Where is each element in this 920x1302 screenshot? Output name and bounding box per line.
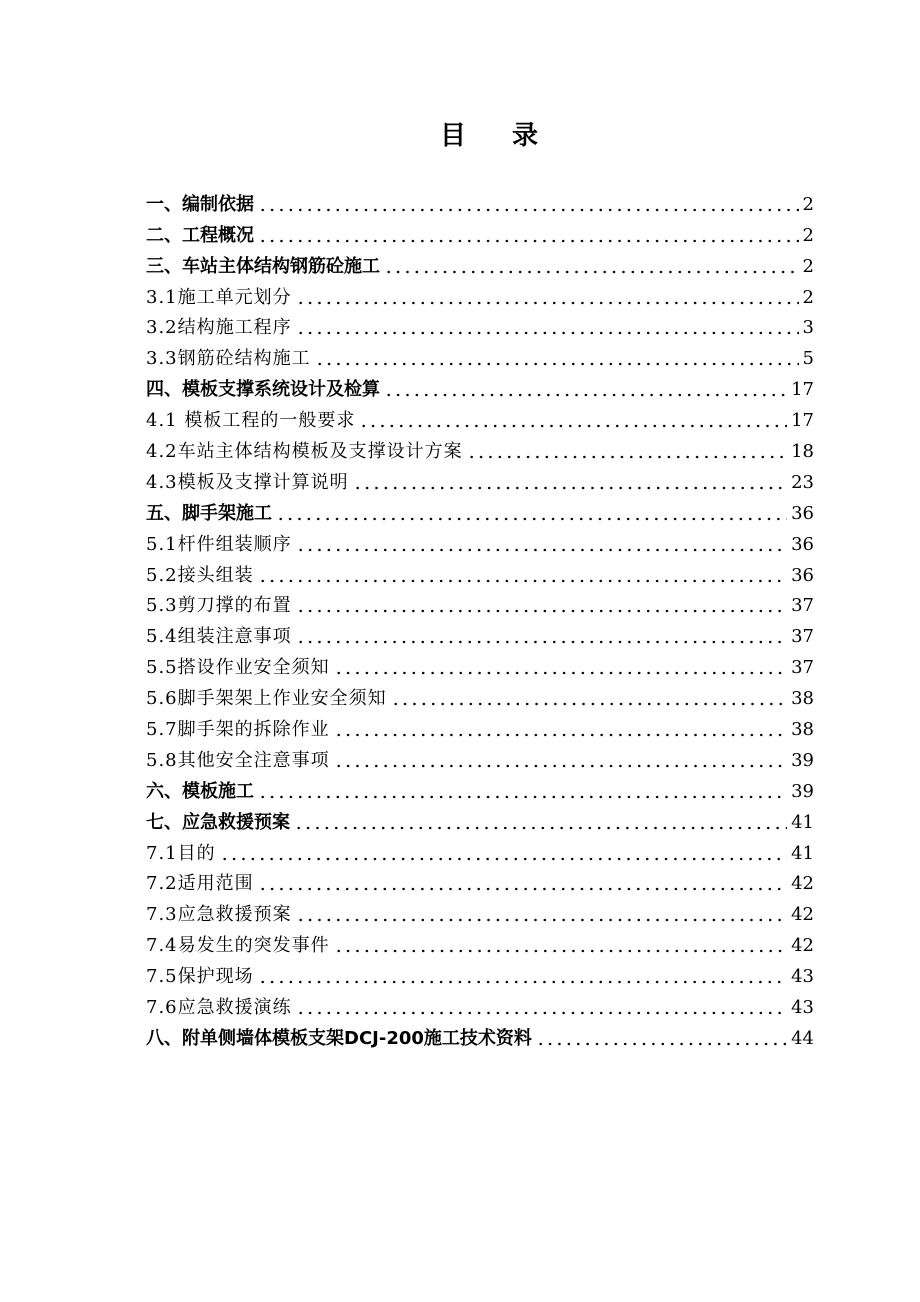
toc-dot-leader — [384, 393, 787, 397]
toc-entry[interactable] — [146, 217, 814, 248]
toc-entry-label: 7.1目的 — [146, 842, 216, 864]
toc-entry-page-number: 41 — [791, 842, 814, 864]
toc-dot-leader — [334, 671, 787, 675]
toc-dot-leader — [384, 270, 799, 274]
toc-dot-leader — [258, 795, 787, 799]
toc-title — [0, 116, 920, 156]
toc-entry-label: 7.5保护现场 — [146, 966, 254, 988]
toc-entry-label: 二、工程概况 — [146, 224, 254, 246]
toc-title-char-1: 目 — [439, 121, 468, 151]
toc-dot-leader — [296, 609, 787, 613]
toc-entry[interactable] — [146, 495, 814, 526]
toc-entry[interactable] — [146, 310, 814, 341]
toc-entry-page-number: 37 — [791, 626, 814, 648]
toc-entry-page-number: 41 — [791, 811, 814, 833]
toc-entry-label: 7.2适用范围 — [146, 873, 254, 895]
toc-dot-leader — [258, 239, 799, 243]
toc-entry[interactable] — [146, 711, 814, 742]
toc-dot-leader — [296, 548, 787, 552]
toc-entry-page-number: 37 — [791, 595, 814, 617]
toc-entry-label: 7.6应急救援演练 — [146, 997, 292, 1019]
toc-entry-label: 5.5搭设作业安全须知 — [146, 657, 330, 679]
toc-dot-leader — [296, 1011, 787, 1015]
toc-entry[interactable] — [146, 742, 814, 773]
toc-entry-page-number: 43 — [791, 997, 814, 1019]
toc-entry[interactable] — [146, 896, 814, 927]
toc-entry-label: 5.6脚手架架上作业安全须知 — [146, 688, 387, 710]
toc-entry-page-number: 2 — [802, 255, 814, 277]
toc-entry[interactable] — [146, 186, 814, 217]
toc-entry[interactable] — [146, 927, 814, 958]
toc-entry-label: 五、脚手架施工 — [146, 502, 272, 524]
toc-entry-label: 5.2接头组装 — [146, 564, 254, 586]
toc-entry-page-number: 37 — [791, 657, 814, 679]
toc-dot-leader — [296, 331, 799, 335]
toc-dot-leader — [294, 826, 787, 830]
toc-entry-page-number: 2 — [802, 193, 814, 215]
toc-entry-page-number: 18 — [791, 441, 814, 463]
toc-dot-leader — [276, 517, 787, 521]
toc-entry-label: 3.3钢筋砼结构施工 — [146, 348, 311, 370]
toc-entry-label: 3.1施工单元划分 — [146, 286, 292, 308]
toc-entry-label: 六、模板施工 — [146, 780, 254, 802]
toc-entry-label: 四、模板支撑系统设计及检算 — [146, 379, 380, 401]
toc-entry-page-number: 3 — [802, 317, 814, 339]
toc-entry-label: 七、应急救援预案 — [146, 811, 290, 833]
toc-entry-label: 3.2结构施工程序 — [146, 317, 292, 339]
toc-entry-label: 4.1 模板工程的一般要求 — [146, 410, 356, 432]
toc-entry-label: 八、附单侧墙体模板支架DCJ-200施工技术资料 — [146, 1027, 532, 1049]
toc-entry-page-number: 39 — [791, 749, 814, 771]
toc-entry-page-number: 2 — [802, 286, 814, 308]
toc-entry-label: 4.3模板及支撑计算说明 — [146, 471, 349, 493]
toc-entry[interactable] — [146, 526, 814, 557]
toc-dot-leader — [334, 949, 787, 953]
toc-entry-label: 5.8其他安全注意事项 — [146, 749, 330, 771]
toc-entry-page-number: 36 — [791, 502, 814, 524]
toc-entry-label: 一、编制依据 — [146, 193, 254, 215]
toc-entry-label: 7.4易发生的突发事件 — [146, 935, 330, 957]
toc-entry-page-number: 42 — [791, 935, 814, 957]
toc-entry[interactable] — [146, 618, 814, 649]
toc-entry[interactable] — [146, 958, 814, 989]
toc-entry[interactable] — [146, 433, 814, 464]
toc-entry-page-number: 38 — [791, 688, 814, 710]
toc-entry-page-number: 17 — [791, 410, 814, 432]
toc-entry[interactable] — [146, 248, 814, 279]
toc-dot-leader — [258, 208, 799, 212]
toc-dot-leader — [536, 1042, 787, 1046]
toc-dot-leader — [391, 702, 787, 706]
toc-entry-page-number: 43 — [791, 966, 814, 988]
toc-entry-page-number: 42 — [791, 904, 814, 926]
toc-dot-leader — [258, 579, 787, 583]
toc-entry[interactable] — [146, 464, 814, 495]
toc-dot-leader — [334, 733, 787, 737]
toc-dot-leader — [220, 857, 787, 861]
toc-entry-label: 三、车站主体结构钢筋砼施工 — [146, 255, 380, 277]
toc-entry-page-number: 36 — [791, 533, 814, 555]
toc-dot-leader — [258, 980, 787, 984]
toc-entry[interactable] — [146, 557, 814, 588]
toc-entry-page-number: 2 — [802, 224, 814, 246]
toc-dot-leader — [296, 301, 799, 305]
toc-entry[interactable] — [146, 649, 814, 680]
toc-entry[interactable] — [146, 402, 814, 433]
table-of-contents — [146, 186, 814, 1051]
toc-entry[interactable] — [146, 804, 814, 835]
toc-entry-page-number: 17 — [791, 379, 814, 401]
toc-entry-page-number: 38 — [791, 719, 814, 741]
toc-dot-leader — [359, 424, 787, 428]
toc-entry-page-number: 5 — [802, 348, 814, 370]
toc-entry[interactable] — [146, 588, 814, 619]
toc-entry-label: 4.2车站主体结构模板及支撑设计方案 — [146, 441, 463, 463]
toc-entry[interactable] — [146, 279, 814, 310]
toc-entry-label: 5.7脚手架的拆除作业 — [146, 719, 330, 741]
toc-entry-page-number: 42 — [791, 873, 814, 895]
toc-entry[interactable] — [146, 866, 814, 897]
toc-entry-label: 5.1杆件组装顺序 — [146, 533, 292, 555]
toc-entry[interactable] — [146, 340, 814, 371]
toc-dot-leader — [296, 918, 787, 922]
toc-dot-leader — [296, 640, 787, 644]
toc-dot-leader — [467, 455, 787, 459]
toc-entry[interactable] — [146, 680, 814, 711]
toc-dot-leader — [334, 764, 787, 768]
toc-dot-leader — [353, 486, 787, 490]
toc-entry-label: 7.3应急救援预案 — [146, 904, 292, 926]
toc-entry[interactable] — [146, 371, 814, 402]
toc-entry[interactable] — [146, 1020, 814, 1051]
toc-entry-page-number: 39 — [791, 780, 814, 802]
toc-title-char-2: 录 — [512, 121, 541, 151]
toc-entry-page-number: 23 — [791, 471, 814, 493]
toc-entry[interactable] — [146, 773, 814, 804]
toc-entry[interactable] — [146, 989, 814, 1020]
toc-dot-leader — [315, 362, 799, 366]
toc-entry-page-number: 36 — [791, 564, 814, 586]
toc-entry-label: 5.4组装注意事项 — [146, 626, 292, 648]
toc-entry-page-number: 44 — [791, 1027, 814, 1049]
toc-entry[interactable] — [146, 835, 814, 866]
toc-entry-label: 5.3剪刀撑的布置 — [146, 595, 292, 617]
toc-dot-leader — [258, 887, 787, 891]
